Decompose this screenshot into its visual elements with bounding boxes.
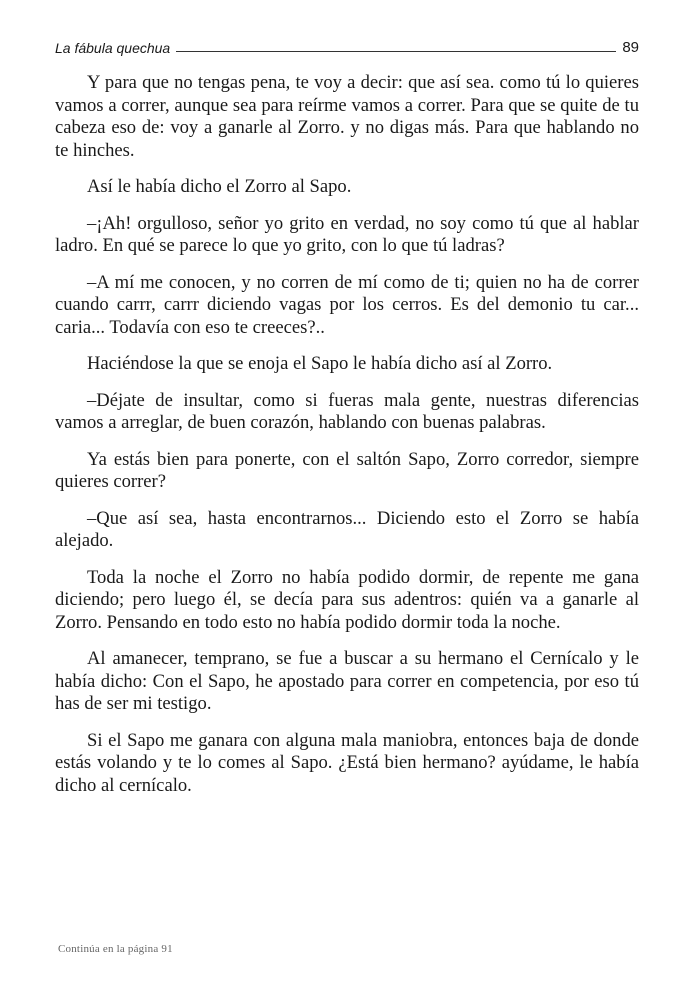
paragraph: –Déjate de insultar, como si fueras mala gente, nuestras diferencias vamos a arreglar, de buen corazón, hablando con buenas palabras. [55, 389, 639, 433]
paragraph: Al amanecer, temprano, se fue a buscar a su hermano el Cernícalo y le había dicho: Con el Sapo, he apostado para correr en competencia, por eso tú has de ser mi testigo. [55, 648, 639, 714]
paragraph: Si el Sapo me ganara con alguna mala maniobra, entonces baja de donde estás volando y te lo comes al Sapo. ¿Está bien hermano? ayúdame, le había dicho al cernícalo. [55, 729, 639, 796]
continuation-note: Continúa en la página 91 [58, 943, 173, 955]
paragraph: Ya estás bien para ponerte, con el saltón Sapo, Zorro corredor, siempre quieres correr? [55, 448, 639, 492]
paragraph: Así le había dicho el Zorro al Sapo. [87, 176, 352, 197]
paragraph: Y para que no tengas pena, te voy a decir: que así sea. como tú lo quieres vamos a correr, aunque sea para reírme vamos a correr. Para que se quite de tu cabeza eso de: voy a ganarle al Zorro. y no digas más. Para que hablando no te hinches. [55, 72, 639, 161]
paragraph: –¡Ah! orgulloso, señor yo grito en verdad, no soy como tú que al hablar ladro. En qué se parece lo que yo grito, con lo que tú ladras? [55, 212, 639, 256]
paragraph: Toda la noche el Zorro no había podido dormir, de repente me gana diciendo; pero luego él, se decía para sus adentros: quién va a ganarle al Zorro. Pensando en todo esto no había podido dormir toda la noche. [55, 566, 639, 633]
page-number: 89 [622, 39, 639, 56]
body-text [55, 72, 639, 811]
header-rule [176, 51, 616, 52]
paragraph: –Que así sea, hasta encontrarnos... Diciendo esto el Zorro se había alejado. [55, 507, 639, 551]
paragraph: Haciéndose la que se enoja el Sapo le había dicho así al Zorro. [87, 353, 553, 374]
running-header-title: La fábula quechua [55, 40, 171, 56]
running-header [55, 36, 639, 56]
paragraph: –A mí me conocen, y no corren de mí como de ti; quien no ha de correr cuando carrr, carrr diciendo vagas por los cerros. Es del demonio tu car... caria... Todavía con eso te creeces?.. [55, 271, 639, 338]
